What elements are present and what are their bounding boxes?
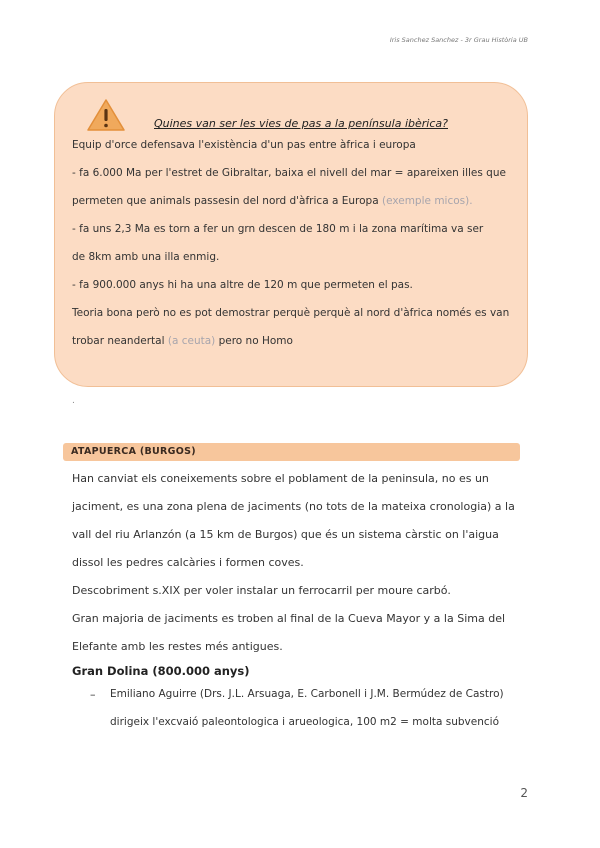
callout-aside: (exemple micos).	[381, 195, 473, 207]
body-line: jaciment, es una zona plena de jaciments (no tots de la mateixa cronologia) a la	[72, 500, 515, 513]
list-item-line: dirigeix l'excvaió paleontologica i arueologica, 100 m2 = molta subvenció	[110, 716, 499, 728]
callout-line: - fa 6.000 Ma per l'estret de Gibraltar, baixa el nivell del mar = apareixen illes que	[72, 167, 506, 179]
page-header: Iris Sanchez Sanchez - 3r Grau Història UB	[389, 36, 528, 44]
callout-text: permeten que animals passesin del nord d'àfrica a Europa	[72, 195, 382, 207]
list-bullet-marker: –	[90, 688, 96, 701]
callout-line: Teoria bona però no es pot demostrar perquè perquè al nord d'àfrica només es van	[72, 307, 510, 319]
callout-title: Quines van ser les vies de pas a la península ibèrica?	[154, 117, 448, 130]
page-number: 2	[520, 786, 528, 800]
subheading: Gran Dolina (800.000 anys)	[72, 664, 250, 678]
section-heading: ATAPUERCA (BURGOS)	[63, 443, 520, 461]
callout-line: - fa 900.000 anys hi ha una altre de 120 m que permeten el pas.	[72, 279, 413, 291]
list-item-line: Emiliano Aguirre (Drs. J.L. Arsuaga, E. Carbonell i J.M. Bermúdez de Castro)	[110, 688, 504, 700]
warning-triangle-icon	[86, 98, 126, 132]
body-line: Han canviat els coneixements sobre el poblament de la peninsula, no es un	[72, 472, 489, 485]
callout-line: - fa uns 2,3 Ma es torn a fer un grn descen de 180 m i la zona marítima va ser	[72, 223, 484, 235]
callout-text: trobar neandertal	[72, 335, 168, 347]
body-line: Elefante amb les restes més antigues.	[72, 640, 283, 653]
callout-text: pero no Homo	[215, 335, 293, 347]
callout-line: de 8km amb una illa enmig.	[72, 251, 220, 263]
body-line: vall del riu Arlanzón (a 15 km de Burgos) que és un sistema càrstic on l'aigua	[72, 528, 499, 541]
callout-line	[72, 195, 473, 207]
callout-line: Equip d'orce defensava l'existència d'un pas entre àfrica i europa	[72, 139, 416, 151]
body-line: Gran majoria de jaciments es troben al final de la Cueva Mayor y a la Sima del	[72, 612, 506, 625]
stray-dot: .	[72, 396, 75, 406]
callout-line	[72, 335, 293, 347]
body-line: dissol les pedres calcàries i formen coves.	[72, 556, 304, 569]
callout-aside: (a ceuta)	[167, 335, 216, 347]
body-line: Descobriment s.XIX per voler instalar un ferrocarril per moure carbó.	[72, 584, 451, 597]
